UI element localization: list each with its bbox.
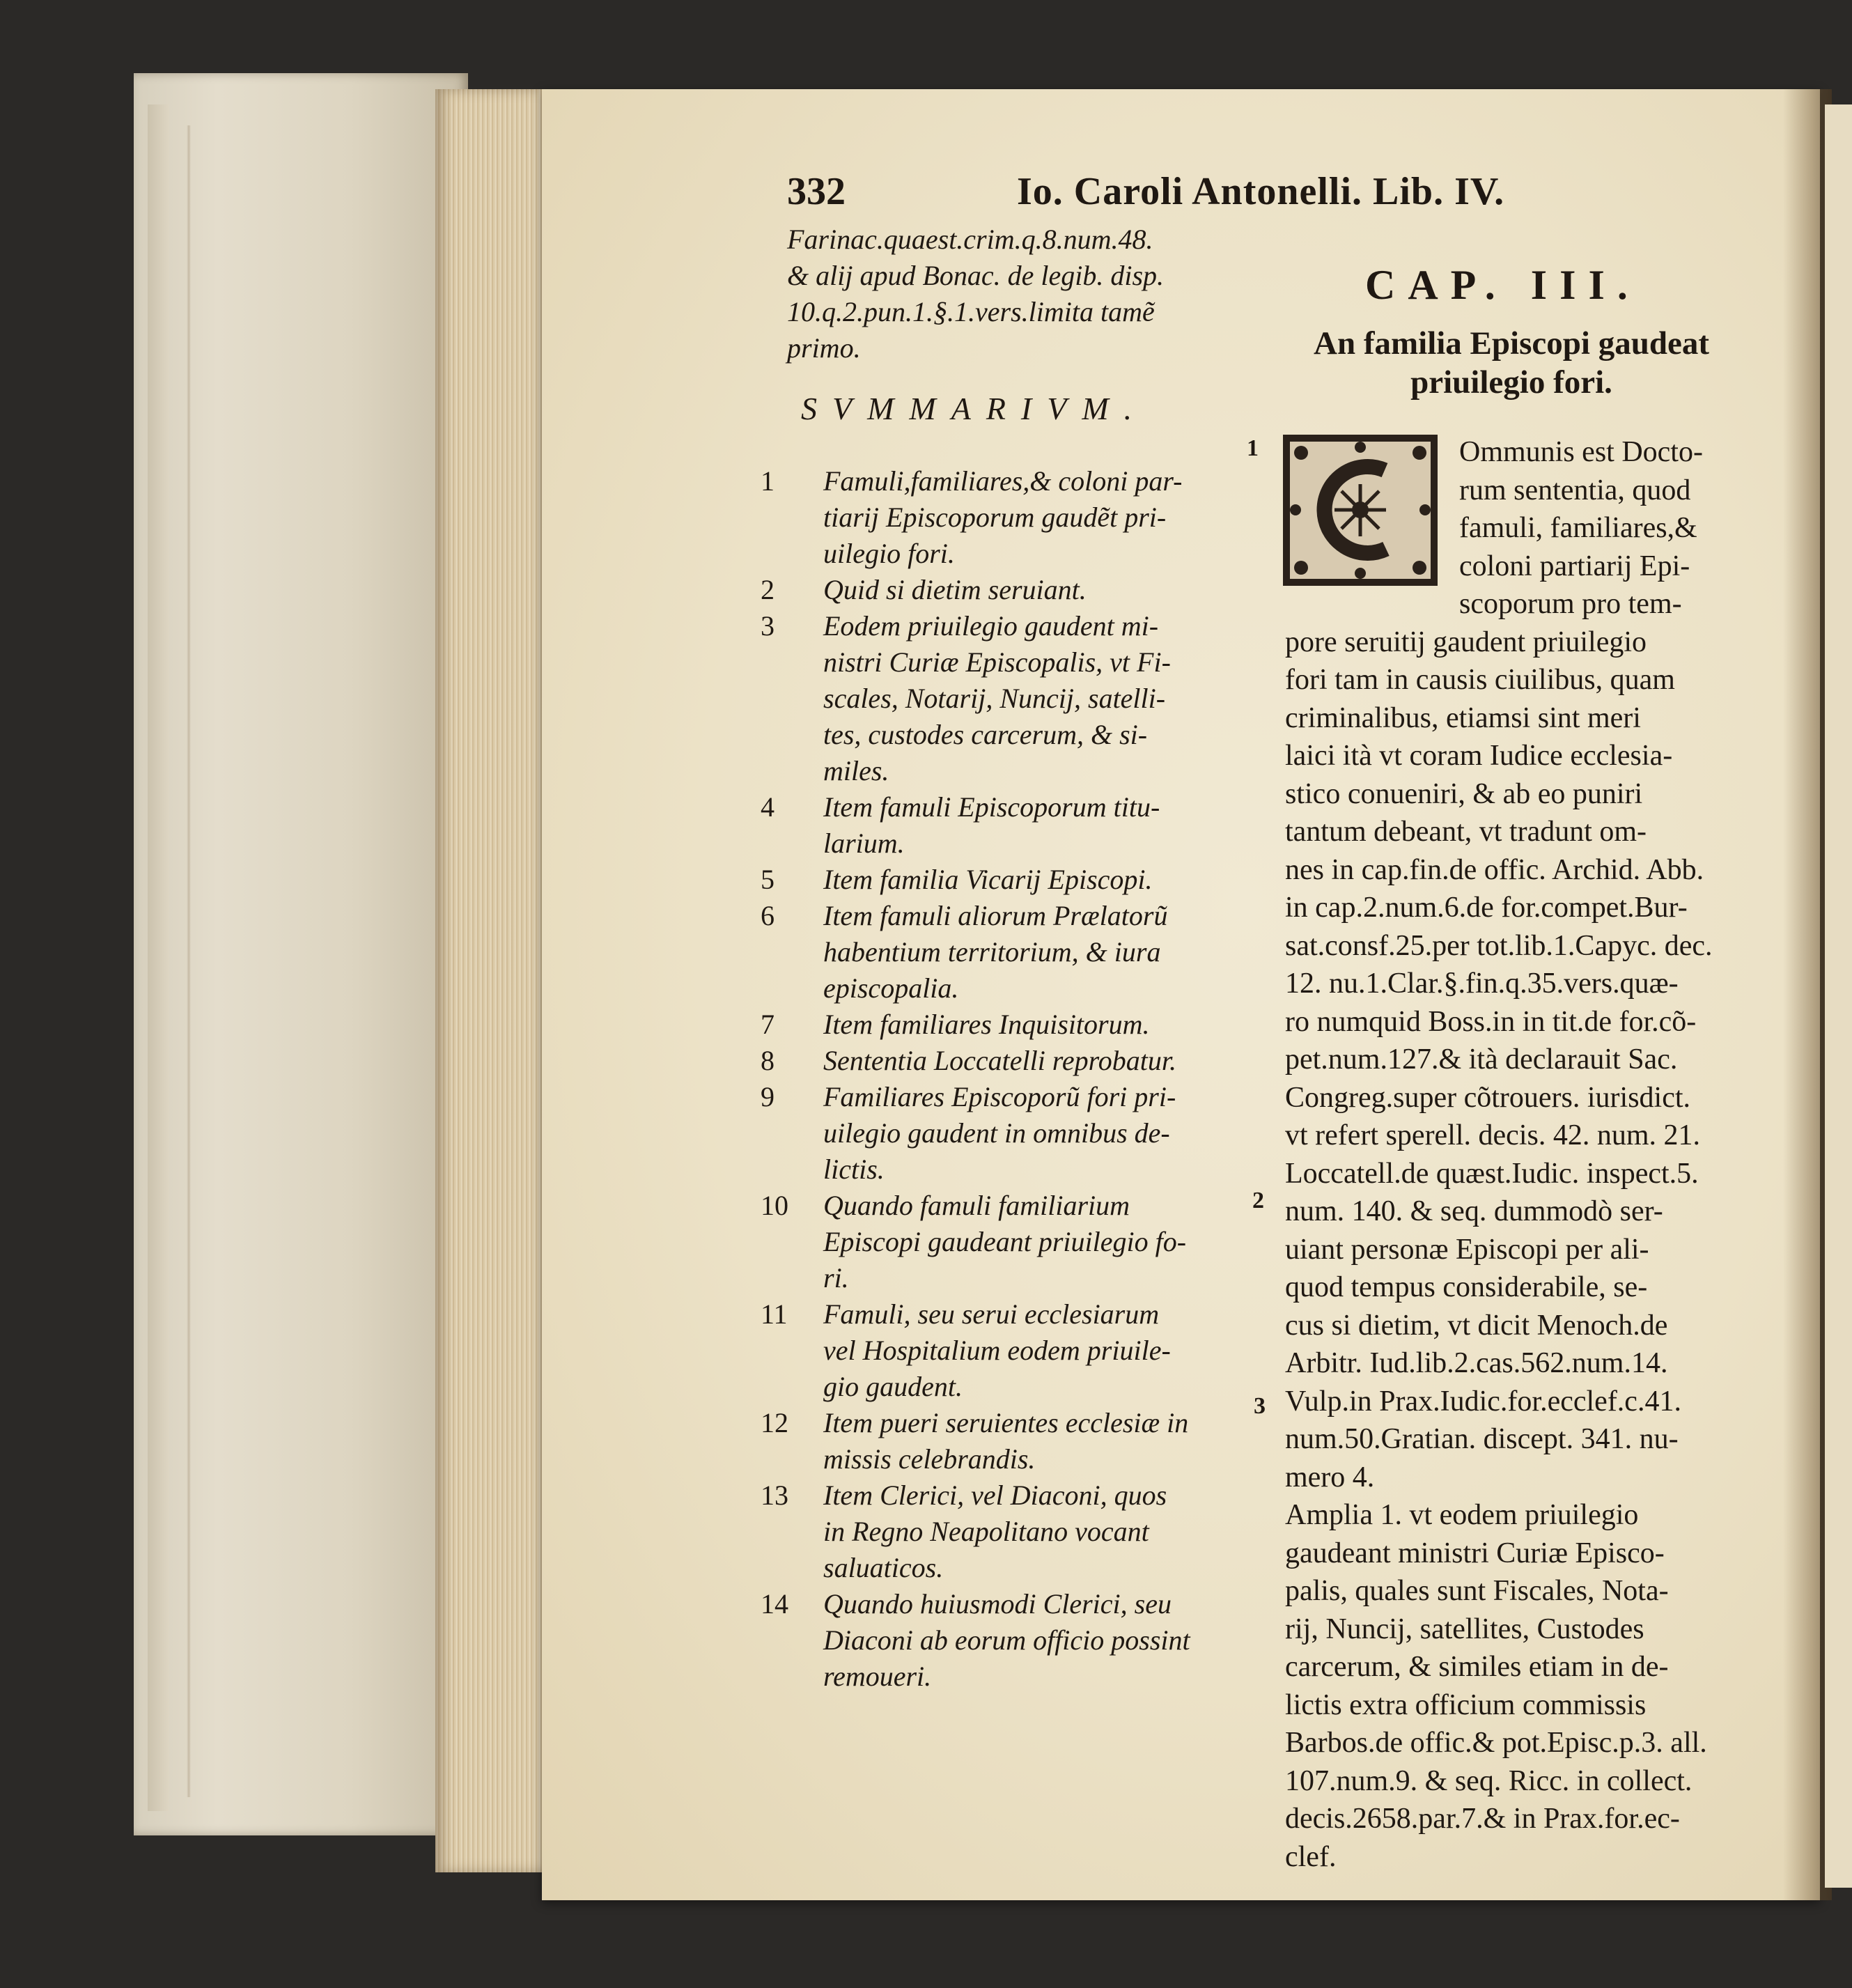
summary-entry-line [761, 1405, 1190, 1441]
summary-entry-line [761, 970, 1190, 1007]
summary-entry-number [761, 717, 823, 753]
summary-entry-number [761, 1224, 823, 1260]
body-text-line: tantum debeant, vt tradunt om- [1285, 816, 1647, 848]
summary-entry-text: Familiares Episcoporũ fori pri- [823, 1081, 1176, 1112]
summary-entry-text: habentium territorium, & iura [823, 936, 1161, 968]
text-line: & alij apud Bonac. de legib. disp. [787, 260, 1165, 291]
body-text-line: carcerum, & similes etiam in de- [1285, 1651, 1669, 1683]
summary-entry-text: Item familia Vicarij Episcopi. [823, 864, 1153, 895]
body-text-line: rum sententia, quod [1459, 474, 1691, 506]
body-text-line: Vulp.in Prax.Iudic.for.ecclef.c.41. [1285, 1385, 1681, 1418]
summary-entry-text: saluaticos. [823, 1552, 944, 1583]
summary-entry-line [761, 1079, 1190, 1115]
summary-entry-line [761, 753, 1190, 789]
summary-entry-number [761, 499, 823, 536]
body-text-line: laici ità vt coram Iudice ecclesia- [1285, 740, 1673, 772]
body-text-line: quod tempus considerabile, se- [1285, 1271, 1648, 1303]
summary-entry-text: ri. [823, 1262, 849, 1294]
summary-entry-text: Quid si dietim seruiant. [823, 574, 1087, 605]
summary-entry-number [761, 825, 823, 862]
body-text-line: vt refert sperell. decis. 42. num. 21. [1285, 1119, 1700, 1151]
running-title: Io. Caroli Antonelli. Lib. IV. [1017, 170, 1505, 213]
summary-entry-number: 5 [761, 864, 775, 895]
summary-entry-number: 11 [761, 1298, 788, 1330]
summary-list [761, 463, 1190, 1695]
summary-entry-number: 7 [761, 1009, 775, 1040]
body-text-line: coloni partiarij Epi- [1459, 550, 1690, 582]
summary-entry-line [761, 1659, 1190, 1695]
summary-entry-number [761, 536, 823, 572]
summary-entry-line [761, 1115, 1190, 1151]
body-text-line: Loccatell.de quæst.Iudic. inspect.5. [1285, 1157, 1699, 1190]
summary-entry-number: 13 [761, 1480, 788, 1511]
summary-entry-text: Famuli, seu serui ecclesiarum [823, 1298, 1160, 1330]
summary-entry-line [761, 1333, 1190, 1369]
summary-entry-text: scales, Notarij, Nuncij, satelli- [823, 683, 1166, 714]
margin-number: 1 [1247, 435, 1259, 461]
summary-entry-text: nistri Curiæ Episcopalis, vt Fi- [823, 646, 1171, 678]
body-text-line: 107.num.9. & seq. Ricc. in collect. [1285, 1764, 1693, 1797]
summary-entry-text: tes, custodes carcerum, & si- [823, 719, 1148, 750]
summary-entry-text: in Regno Neapolitano vocant [823, 1516, 1149, 1547]
summary-entry-number: 4 [761, 791, 775, 823]
summary-entry-line [761, 1550, 1190, 1586]
body-text-line: nes in cap.fin.de offic. Archid. Abb. [1285, 853, 1704, 886]
summary-entry-text: Item famuli aliorum Prælatorũ [823, 900, 1168, 931]
summary-entry-number: 14 [761, 1588, 788, 1620]
summary-entry-number [761, 1260, 823, 1296]
summary-entry-line [761, 1260, 1190, 1296]
summary-entry-number: 3 [761, 610, 775, 642]
summary-entry-number [761, 753, 823, 789]
body-text-line: in cap.2.num.6.de for.compet.Bur- [1285, 892, 1688, 924]
cover-crease [187, 125, 191, 1797]
summary-entry-line [761, 825, 1190, 862]
summary-entry-line [761, 1007, 1190, 1043]
summary-entry-number: 12 [761, 1407, 788, 1438]
vellum-cover [134, 73, 468, 1835]
text-line: 10.q.2.pun.1.§.1.vers.limita tamẽ [787, 296, 1155, 327]
chapter-title [1275, 324, 1748, 402]
chapter-heading: CAP. III. [1365, 262, 1640, 308]
body-text-line: lictis extra officium commissis [1285, 1688, 1647, 1721]
summary-entry-number [761, 681, 823, 717]
summary-entry-line [761, 717, 1190, 753]
summary-entry-number: 6 [761, 900, 775, 931]
summary-entry-number [761, 1115, 823, 1151]
summary-entry-number: 2 [761, 574, 775, 605]
summary-entry-number [761, 934, 823, 970]
summary-entry-number [761, 1333, 823, 1369]
summary-entry-line [761, 681, 1190, 717]
body-text-line: criminalibus, etiamsi sint meri [1285, 701, 1641, 734]
summary-entry-line [761, 1043, 1190, 1079]
summary-entry-number [761, 1369, 823, 1405]
chapter-title-line: priuilegio fori. [1410, 364, 1612, 401]
summary-entry-number [761, 970, 823, 1007]
body-text-line: num. 140. & seq. dummodò ser- [1285, 1195, 1663, 1227]
summary-entry-text: Item Clerici, vel Diaconi, quos [823, 1480, 1167, 1511]
body-text-line: ro numquid Boss.in in tit.de for.cõ- [1285, 1005, 1697, 1038]
summary-entry-text: uilegio fori. [823, 538, 955, 569]
summary-entry-number [761, 1151, 823, 1188]
summary-entry-text: Quando famuli familiarium [823, 1190, 1130, 1221]
margin-number: 2 [1252, 1188, 1264, 1213]
summary-entry-line [761, 789, 1190, 825]
summary-entry-line [761, 1296, 1190, 1333]
chapter-title-line: An familia Episcopi gaudeat [1314, 325, 1709, 362]
body-text-line: cus si dietim, vt dicit Menoch.de [1285, 1309, 1668, 1342]
summary-entry-line [761, 934, 1190, 970]
summary-entry-text: Episcopi gaudeant priuilegio fo- [823, 1226, 1187, 1257]
body-text-line: clef. [1285, 1840, 1337, 1873]
summary-entry-line [761, 1586, 1190, 1622]
summary-entry-text: episcopalia. [823, 972, 959, 1004]
running-header [787, 167, 1693, 216]
body-text-line: sat.consf.25.per tot.lib.1.Capyc. dec. [1285, 929, 1713, 962]
body-text-line: pet.num.127.& ità declarauit Sac. [1285, 1043, 1678, 1075]
summary-entry-number [761, 1659, 823, 1695]
page-number: 332 [787, 170, 846, 213]
summary-entry-line [761, 1622, 1190, 1659]
summary-entry-text: Famuli,familiares,& coloni par- [823, 465, 1183, 497]
summary-entry-text: uilegio gaudent in omnibus de- [823, 1117, 1170, 1149]
body-text-line: famuli, familiares,& [1459, 512, 1697, 544]
summary-entry-text: Item pueri seruientes ecclesiæ in [823, 1407, 1189, 1438]
body-text-line: scoporum pro tem- [1459, 588, 1682, 620]
summary-entry-text: Diaconi ab eorum officio possint [823, 1624, 1190, 1656]
body-text-line: stico conueniri, & ab eo puniri [1285, 777, 1643, 810]
summary-entry-line [761, 1151, 1190, 1188]
body-text-line: gaudeant ministri Curiæ Episco- [1285, 1537, 1665, 1569]
body-text-line: decis.2658.par.7.& in Prax.for.ec- [1285, 1803, 1680, 1835]
page-edges [435, 89, 547, 1872]
right-body-text [1285, 433, 1713, 1876]
summary-entry-line [761, 1441, 1190, 1477]
summary-entry-text: lictis. [823, 1154, 885, 1185]
summary-entry-line [761, 898, 1190, 934]
body-text-line: Arbitr. Iud.lib.2.cas.562.num.14. [1285, 1347, 1668, 1379]
summary-entry-line [761, 644, 1190, 681]
body-text-line: 12. nu.1.Clar.§.fin.q.35.vers.quæ- [1285, 968, 1679, 1000]
summary-entry-text: tiarij Episcoporum gaudẽt pri- [823, 502, 1167, 533]
summary-entry-line [761, 1514, 1190, 1550]
summary-entry-text: gio gaudent. [823, 1371, 963, 1402]
body-text-line: num.50.Gratian. discept. 341. nu- [1285, 1423, 1679, 1455]
summary-title: SVMMARIVM. [801, 391, 1148, 426]
summary-entry-number: 8 [761, 1045, 775, 1076]
body-text-line: Amplia 1. vt eodem priuilegio [1285, 1499, 1639, 1531]
body-text-line: fori tam in causis ciuilibus, quam [1285, 664, 1675, 696]
body-text-line: Congreg.super cõtrouers. iurisdict. [1285, 1081, 1691, 1114]
summary-entry-text: missis celebrandis. [823, 1443, 1036, 1475]
summary-entry-line [761, 608, 1190, 644]
summary-entry-text: Item famuli Episcoporum titu- [823, 791, 1160, 823]
summary-entry-line [761, 499, 1190, 536]
summary-entry-line [761, 463, 1190, 499]
summary-entry-number: 1 [761, 465, 775, 497]
summary-entry-text: miles. [823, 755, 889, 786]
summary-entry-line [761, 1369, 1190, 1405]
summary-entry-number [761, 644, 823, 681]
body-text-line: Ommunis est Docto- [1459, 436, 1703, 468]
summary-entry-line [761, 1188, 1190, 1224]
summary-entry-line [761, 862, 1190, 898]
text-line: Farinac.quaest.crim.q.8.num.48. [787, 224, 1153, 255]
cover-fold-edge [148, 104, 169, 1811]
summary-entry-number: 10 [761, 1190, 788, 1221]
summary-entry-text: Item familiares Inquisitorum. [823, 1009, 1150, 1040]
left-intro-text [787, 222, 1164, 366]
summary-entry-number: 9 [761, 1081, 775, 1112]
summary-entry-text: larium. [823, 828, 905, 859]
margin-number: 3 [1254, 1393, 1266, 1419]
summary-entry-number [761, 1514, 823, 1550]
summary-entry-text: Quando huiusmodi Clerici, seu [823, 1588, 1172, 1620]
body-text-line: rij, Nuncij, satellites, Custodes [1285, 1613, 1644, 1645]
summary-entry-line [761, 536, 1190, 572]
summary-entry-line [761, 1224, 1190, 1260]
body-text-line: mero 4. [1285, 1461, 1375, 1493]
summary-entry-line [761, 1477, 1190, 1514]
summary-entry-number [761, 1550, 823, 1586]
body-text-line: palis, quales sunt Fiscales, Nota- [1285, 1575, 1669, 1607]
summary-entry-number [761, 1441, 823, 1477]
summary-entry-number [761, 1622, 823, 1659]
text-line: primo. [787, 332, 861, 364]
summary-entry-text: remoueri. [823, 1661, 932, 1692]
facing-page-edge [1825, 104, 1852, 1888]
summary-entry-text: Eodem priuilegio gaudent mi- [823, 610, 1159, 642]
body-text-line: Barbos.de offic.& pot.Episc.p.3. all. [1285, 1727, 1707, 1759]
summary-entry-text: vel Hospitalium eodem priuile- [823, 1335, 1171, 1366]
summary-entry-line [761, 572, 1190, 608]
body-text-line: pore seruitij gaudent priuilegio [1285, 626, 1647, 658]
summary-entry-text: Sententia Loccatelli reprobatur. [823, 1045, 1176, 1076]
body-text-line: uiant personæ Episcopi per ali- [1285, 1233, 1649, 1266]
